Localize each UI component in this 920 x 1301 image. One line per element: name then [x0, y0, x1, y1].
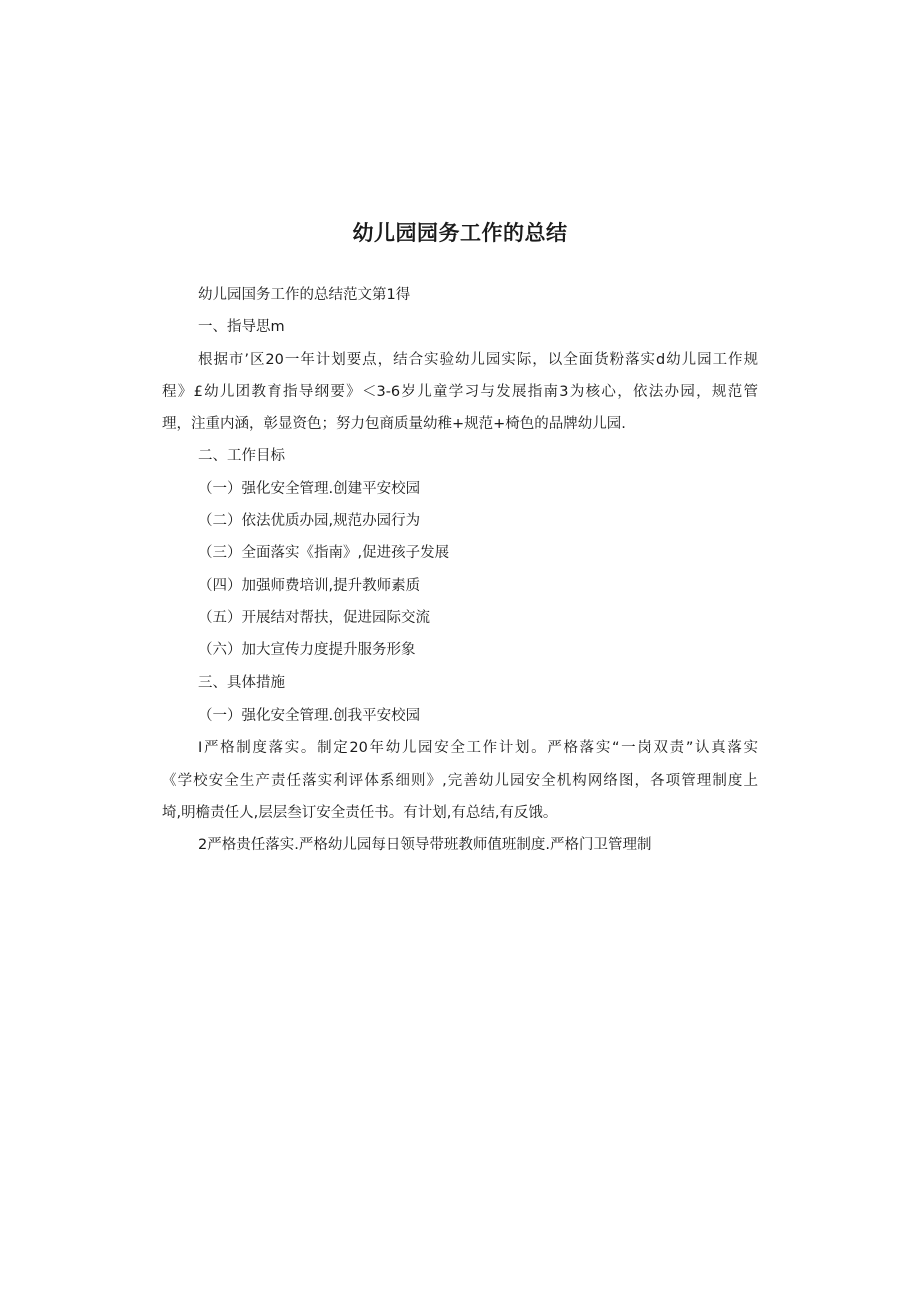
- section-heading-2: 二、工作目标: [198, 448, 285, 464]
- goal-item-4: （四）加强师费培训,提升教师素质: [198, 578, 421, 594]
- paragraph-2-line-2: 《学校安全生产责任落实利评体系细则》,完善幼儿园安全机构网络图，各项管理制度上: [162, 773, 758, 789]
- goal-item-6: （六）加大宣传力度提升服务形象: [198, 642, 416, 658]
- paragraph-1-line-3: 理，注重内涵，彰显资色；努力包商质量幼稚+规范+椅色的品牌幼儿园.: [162, 416, 626, 432]
- goal-item-3: （三）全面落实《指南》,促进孩子发展: [198, 545, 450, 561]
- section-heading-1: 一、指导思m: [198, 319, 285, 335]
- document-title: 幼儿园园务工作的总结: [352, 221, 568, 245]
- paragraph-1-line-2: 程》£幼儿团教育指导纲要》＜3-6岁儿童学习与发展指南3为核心，依法办园，规范管: [162, 384, 758, 400]
- goal-item-1: （一）强化安全管理.创建平安校园: [198, 481, 421, 497]
- paragraph-2-line-3: 埼,明檐责任人,层层叁订安全责任书。有计划,有总结,有反饿。: [162, 805, 558, 821]
- subtitle-line: 幼儿园国务工作的总结范文第1得: [198, 287, 411, 303]
- paragraph-3-line-1: 2严格贵任落实.严格幼儿园每日领导带班教师值班制度.严格门卫管理制: [198, 837, 652, 853]
- paragraph-1-line-1: 根据市’区20一年计划要点，结合实验幼儿园实际，以全面货粉落实d幼儿园工作规: [198, 352, 758, 368]
- goal-item-2: （二）依法优质办园,规范办园行为: [198, 513, 421, 529]
- paragraph-2-line-1: I严格制度落实。制定20年幼儿园安全工作计划。严格落实“一岗双责”认真落实: [198, 740, 758, 756]
- measure-heading-1: （一）强化安全管理.创我平安校园: [198, 708, 421, 724]
- section-heading-3: 三、具体措施: [198, 675, 285, 691]
- goal-item-5: （五）开展结对帮扶，促进园际交流: [198, 610, 430, 626]
